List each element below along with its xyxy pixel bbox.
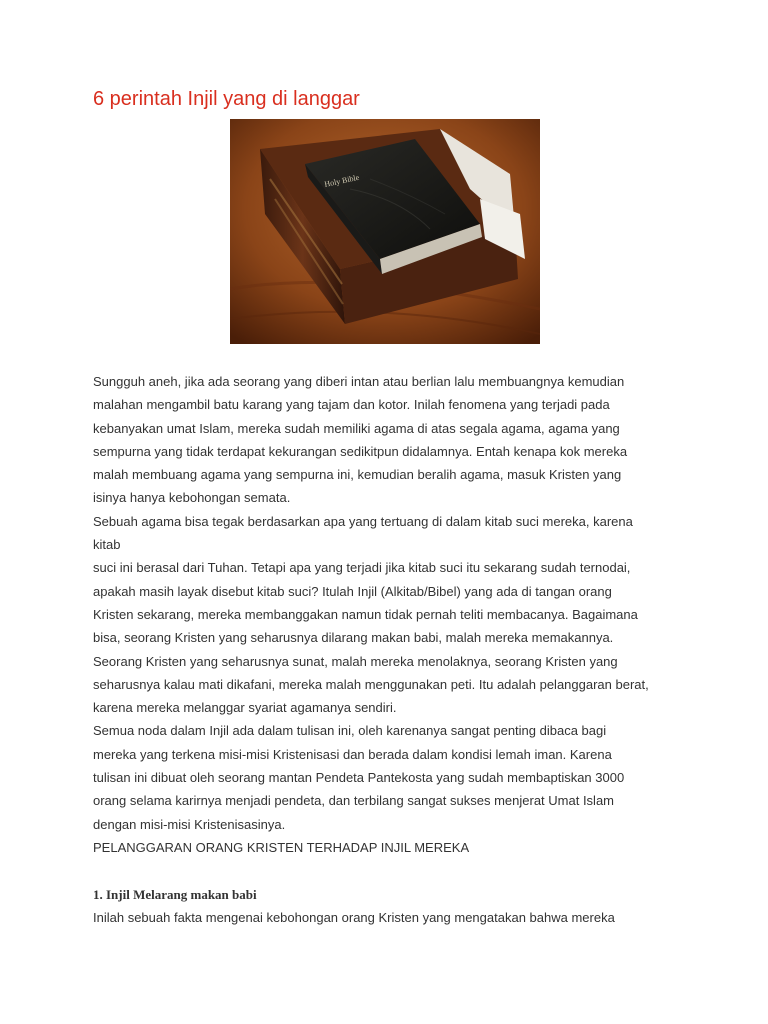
paragraph-line: suci ini berasal dari Tuhan. Tetapi apa yang terjadi jika kitab suci itu sekarang sudah ternodai, xyxy=(93,560,631,576)
paragraph-line: Inilah sebuah fakta mengenai kebohongan orang Kristen yang mengatakan bahwa mereka xyxy=(93,909,615,925)
article-title: 6 perintah Injil yang di langgar xyxy=(93,88,360,110)
paragraph-line: sempurna yang tidak terdapat kekurangan sedikitpun didalamnya. Entah kenapa kok mereka xyxy=(93,443,628,459)
paragraph-line: malahan mengambil batu karang yang tajam dan kotor. Inilah fenomena yang terjadi pada xyxy=(93,397,610,413)
spacer xyxy=(93,859,683,882)
paragraph-line: Kristen sekarang, mereka membanggakan namun tidak pernah teliti membacanya. Bagaimana xyxy=(93,606,638,622)
paragraph-line: apakah masih layak disebut kitab suci? Itulah Injil (Alkitab/Bibel) yang ada di tangan orang xyxy=(93,583,612,599)
paragraph-line: Sungguh aneh, jika ada seorang yang diberi intan atau berlian lalu membuangnya kemudian xyxy=(93,374,625,389)
article-body xyxy=(93,370,683,929)
book-spine-text: Holy Bible xyxy=(323,172,360,189)
paragraph-line: malah membuang agama yang sempurna ini, kemudian beralih agama, masuk Kristen yang xyxy=(93,467,622,483)
paragraph-line: kitab xyxy=(93,537,121,553)
section-heading: 1. Injil Melarang makan babi xyxy=(93,886,257,902)
paragraph-line: bisa, seorang Kristen yang seharusnya dilarang makan babi, malah mereka memakannya. xyxy=(93,630,614,646)
paragraph-line: Sebuah agama bisa tegak berdasarkan apa yang tertuang di dalam kitab suci mereka, karena xyxy=(93,513,633,529)
paragraph-line: isinya hanya kebohongan semata. xyxy=(93,490,291,506)
paragraph-line: mereka yang terkena misi-misi Kristenisasi dan berada dalam kondisi lemah iman. Karena xyxy=(93,746,612,762)
paragraph-line: Seorang Kristen yang seharusnya sunat, malah mereka menolaknya, seorang Kristen yang xyxy=(93,653,618,669)
paragraph-line: Semua noda dalam Injil ada dalam tulisan ini, oleh karenanya sangat penting dibaca bagi xyxy=(93,723,607,739)
paragraph-line: kebanyakan umat Islam, mereka sudah memiliki agama di atas segala agama, agama yang xyxy=(93,420,620,436)
paragraph-line: orang selama karirnya menjadi pendeta, dan terbilang sangat sukses menjerat Umat Islam xyxy=(93,793,614,809)
paragraph-line: karena mereka melanggar syariat agamanya sendiri. xyxy=(93,700,397,716)
paragraph-line: tulisan ini dibuat oleh seorang mantan Pendeta Pantekosta yang sudah membaptiskan 3000 xyxy=(93,770,625,786)
uppercase-subheading: PELANGGARAN ORANG KRISTEN TERHADAP INJIL MEREKA xyxy=(93,839,470,855)
paragraph-line: seharusnya kalau mati dikafani, mereka malah menggunakan peti. Itu adalah pelanggaran berat, xyxy=(93,676,649,692)
bible-photo xyxy=(230,119,540,344)
paragraph-line: dengan misi-misi Kristenisasinya. xyxy=(93,816,286,832)
